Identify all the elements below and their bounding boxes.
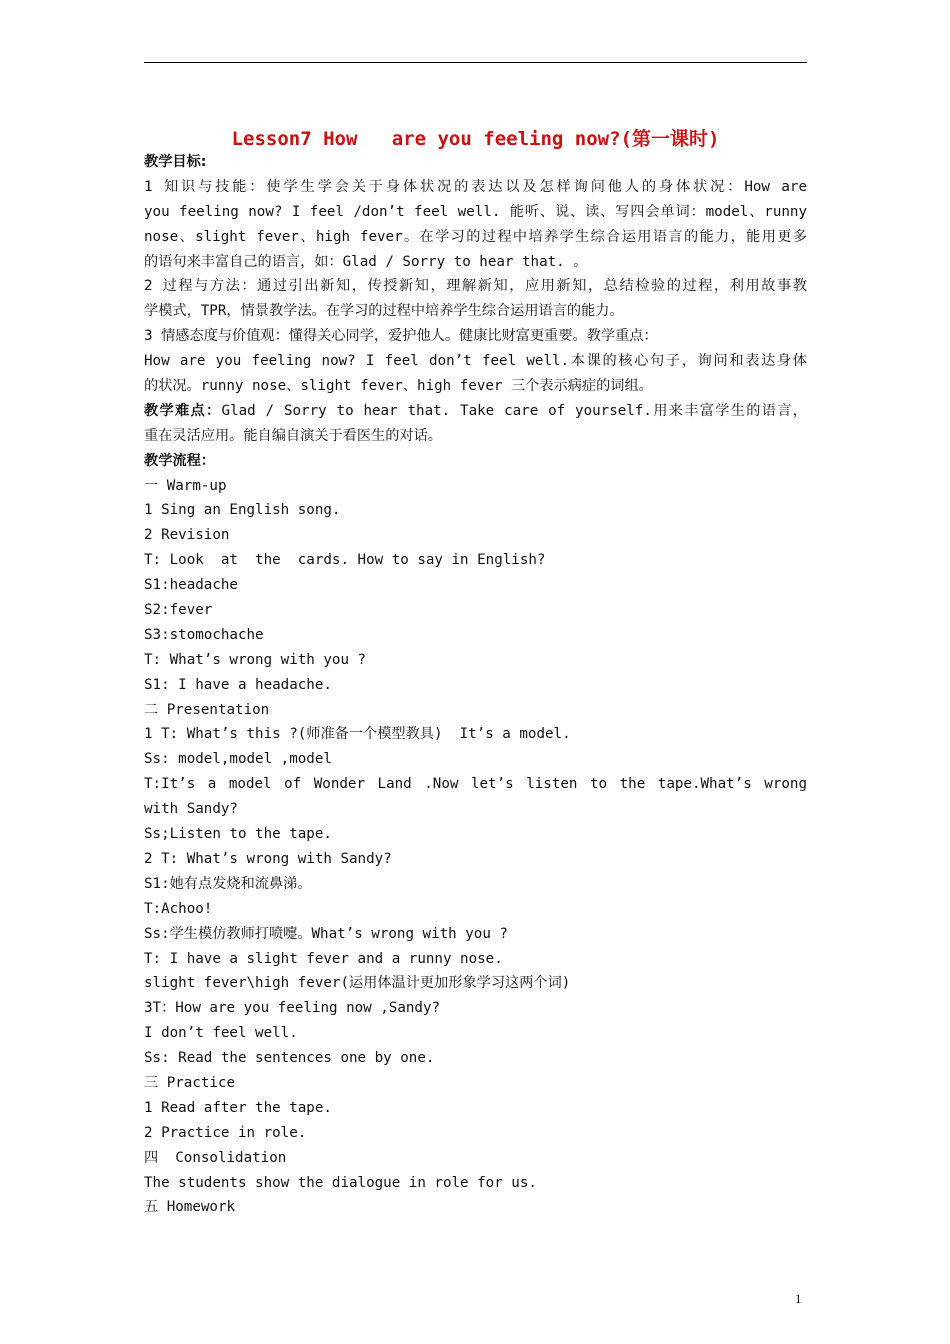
line-text: you feeling now? I feel /don’t feel well. 能听、说、读、写四会单词：model、runny (144, 203, 807, 220)
header-rule (144, 62, 807, 63)
line-text: 2 Practice in role. (144, 1124, 307, 1141)
line-text: 2 Revision (144, 527, 230, 544)
line-text: 重在灵活应用。能自编自演关于看医生的对话。 (144, 427, 442, 444)
line-text: 2 过程与方法：通过引出新知，传授新知，理解新知，应用新知，总结检验的过程，利用故事教 (144, 278, 807, 295)
text-line (144, 1195, 807, 1220)
line-text: 3 情感态度与价值观：懂得关心同学，爱护他人。健康比财富更重要。教学重点： (144, 328, 658, 345)
line-text: nose、slight fever、high fever。在学习的过程中培养学生综合运用语言的能力，能用更多 (144, 228, 807, 245)
line-text: 学模式，TPR，情景教学法。在学习的过程中培养学生综合运用语言的能力。 (144, 303, 624, 320)
line-text: 五 Homework (144, 1199, 236, 1216)
text-line (144, 1021, 807, 1046)
text-line (144, 922, 807, 947)
text-line (144, 274, 807, 299)
section-label: 教学难点： (144, 402, 222, 419)
line-text: How are you feeling now? I feel don’t feel well.本课的核心句子，询问和表达身体 (144, 353, 807, 370)
line-text: S1:headache (144, 577, 238, 594)
line-text: T: I have a slight fever and a runny nose. (144, 950, 503, 967)
line-text: 2 T: What’s wrong with Sandy? (144, 850, 392, 867)
section-label: 教学目标: (144, 154, 207, 170)
text-line (144, 523, 807, 548)
line-text: Glad / Sorry to hear that. Take care of yourself.用来丰富学生的语言， (221, 402, 807, 419)
line-text: T: Look at the cards. How to say in English? (144, 552, 546, 569)
text-line (144, 1146, 807, 1171)
text-line (144, 449, 807, 474)
line-text: 三 Practice (144, 1074, 236, 1091)
text-line (144, 971, 807, 996)
text-line (144, 225, 807, 250)
text-line (144, 349, 807, 374)
text-line (144, 772, 807, 797)
line-text: T:Achoo! (144, 900, 213, 917)
line-text: I don’t feel well. (144, 1025, 298, 1042)
line-text: S1: I have a headache. (144, 676, 332, 693)
text-line (144, 399, 807, 424)
line-text: 1 T: What’s this ?(师准备一个模型教具) It’s a model. (144, 726, 571, 743)
line-text: 1 Read after the tape. (144, 1099, 332, 1116)
text-line (144, 498, 807, 523)
text-line (144, 299, 807, 324)
line-text: with Sandy? (144, 801, 238, 818)
line-text: 二 Presentation (144, 701, 270, 718)
text-line (144, 474, 807, 499)
line-text: 1 Sing an English song. (144, 502, 341, 519)
text-line (144, 947, 807, 972)
text-line (144, 1171, 807, 1196)
line-text: 的状况。runny nose、slight fever、high fever 三个表示病症的词组。 (144, 378, 653, 395)
line-text: slight fever\high fever(运用体温计更加形象学习这两个词) (144, 975, 571, 992)
text-line (144, 573, 807, 598)
line-text: S3:stomochache (144, 626, 264, 643)
text-line (144, 623, 807, 648)
text-line (144, 1121, 807, 1146)
line-text: Ss:学生模仿教师打喷嚏。What’s wrong with you ? (144, 925, 508, 942)
line-text: 的语句来丰富自己的语言，如：Glad / Sorry to hear that. 。 (144, 253, 588, 270)
text-line (144, 996, 807, 1021)
text-line (144, 747, 807, 772)
line-text: 四 Consolidation (144, 1149, 287, 1166)
text-line (144, 374, 807, 399)
text-line (144, 250, 807, 275)
text-line (144, 673, 807, 698)
text-line (144, 847, 807, 872)
line-text: Ss: Read the sentences one by one. (144, 1050, 435, 1067)
text-line (144, 822, 807, 847)
line-text: T: What’s wrong with you ? (144, 651, 367, 668)
text-line (144, 150, 807, 175)
text-line (144, 200, 807, 225)
text-line (144, 175, 807, 200)
text-line (144, 598, 807, 623)
line-text: 1 知识与技能：使学生学会关于身体状况的表达以及怎样询问他人的身体状况：How are (144, 178, 807, 195)
document-title: Lesson7 How are you feeling now?(第一课时) (231, 128, 720, 150)
text-line (144, 797, 807, 822)
text-line (144, 897, 807, 922)
text-line (144, 648, 807, 673)
text-line (144, 1046, 807, 1071)
line-text: Ss;Listen to the tape. (144, 826, 332, 843)
text-line (144, 324, 807, 349)
line-text: The students show the dialogue in role for us. (144, 1174, 537, 1191)
line-text: 3T：How are you feeling now ,Sandy? (144, 1000, 441, 1017)
text-line (144, 1071, 807, 1096)
document-body (144, 150, 807, 1220)
text-line (144, 424, 807, 449)
line-text: S2:fever (144, 602, 213, 619)
text-line (144, 722, 807, 747)
text-line (144, 698, 807, 723)
text-line (144, 872, 807, 897)
line-text: T:It’s a model of Wonder Land .Now let’s listen to the tape.What’s wrong (144, 776, 807, 793)
line-text: 一 Warm-up (144, 477, 227, 494)
text-line (144, 1096, 807, 1121)
line-text: Ss: model,model ,model (144, 751, 332, 768)
text-line (144, 548, 807, 573)
section-label: 教学流程： (144, 452, 215, 469)
line-text: S1:她有点发烧和流鼻涕。 (144, 875, 312, 892)
page-number: 1 (795, 1291, 802, 1306)
